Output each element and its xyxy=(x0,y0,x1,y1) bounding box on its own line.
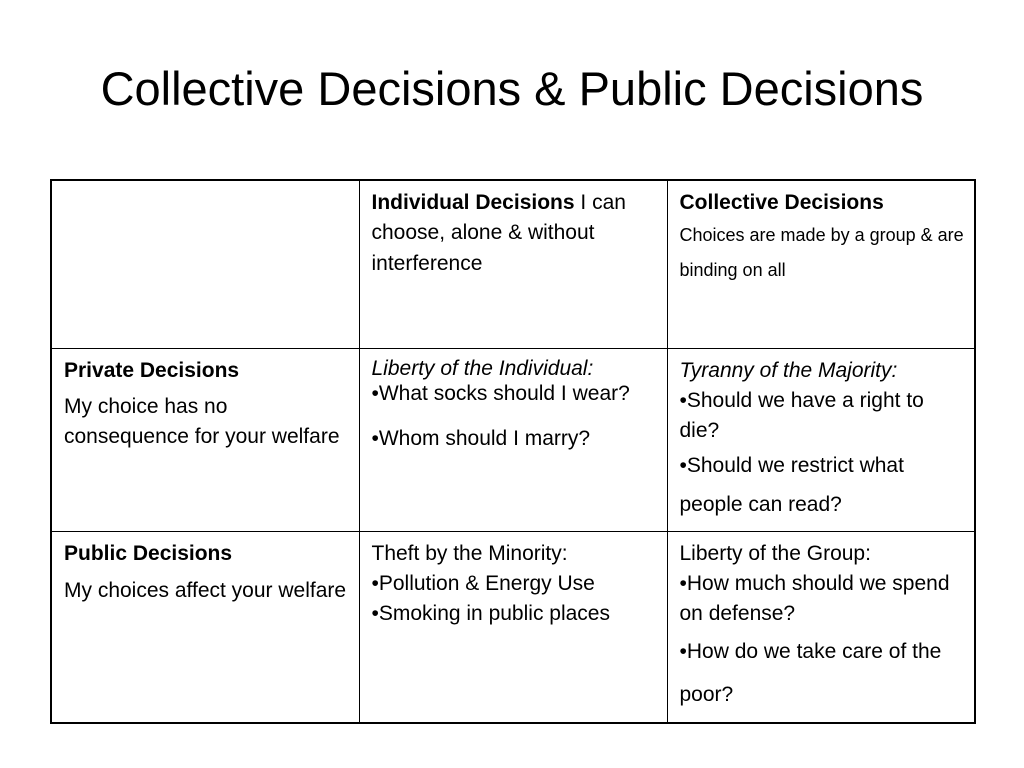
public-decisions-description: My choices affect your welfare xyxy=(64,578,347,602)
private-decisions-label: Private Decisions xyxy=(64,358,240,382)
header-row xyxy=(51,180,975,348)
empty-corner-cell xyxy=(51,180,359,348)
list-item: •Should we restrict what people can read? xyxy=(679,453,904,516)
header-individual-cell xyxy=(359,180,667,348)
theft-minority-cell xyxy=(359,531,667,723)
collective-decisions-label: Collective Decisions xyxy=(679,191,884,214)
list-item: •Pollution & Energy Use xyxy=(371,571,595,595)
liberty-individual-heading: Liberty of the Individual: xyxy=(371,356,594,380)
individual-decisions-label: Individual Decisions xyxy=(371,191,575,214)
collective-decisions-definition: Choices are made by a group & are binding on all xyxy=(679,225,964,280)
public-decisions-label: Public Decisions xyxy=(64,541,233,565)
row-heading-cell xyxy=(51,348,359,531)
list-item: •How do we take care of the poor? xyxy=(679,639,942,706)
header-collective-cell xyxy=(667,180,975,348)
liberty-group-cell xyxy=(667,531,975,723)
private-decisions-description: My choice has no consequence for your welfare xyxy=(64,394,340,449)
list-item: •Should we have a right to die? xyxy=(679,388,924,443)
row-heading-cell xyxy=(51,531,359,723)
table-row xyxy=(51,531,975,723)
list-item: •What socks should I wear? xyxy=(371,381,630,405)
tyranny-majority-heading: Tyranny of the Majority: xyxy=(679,358,898,382)
slide-title: Collective Decisions & Public Decisions xyxy=(100,62,924,115)
list-item: •Smoking in public places xyxy=(371,602,610,626)
tyranny-majority-cell xyxy=(667,348,975,531)
individual-decisions-definition: I can choose, alone & without interference xyxy=(371,191,626,275)
list-item: •How much should we spend on defense? xyxy=(679,571,950,626)
liberty-group-heading: Liberty of the Group: xyxy=(679,541,871,565)
list-item: •Whom should I marry? xyxy=(371,426,591,450)
decisions-table xyxy=(50,179,976,724)
liberty-individual-cell xyxy=(359,348,667,531)
theft-minority-heading: Theft by the Minority: xyxy=(371,541,568,565)
table-row xyxy=(51,348,975,531)
